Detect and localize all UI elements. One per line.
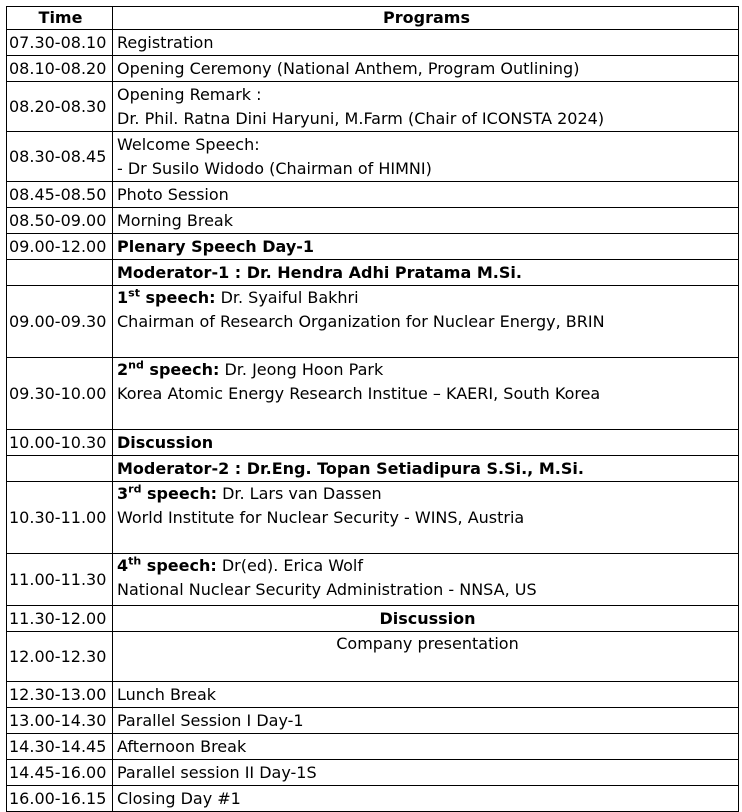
table-row (7, 56, 739, 82)
table-row (7, 456, 739, 482)
speech-line (117, 358, 738, 382)
time-cell: 11.30-12.00 (7, 606, 113, 632)
table-row (7, 708, 739, 734)
time-cell: 14.30-14.45 (7, 734, 113, 760)
table-row (7, 430, 739, 456)
time-cell: 12.00-12.30 (7, 632, 113, 682)
speaker-affiliation: Chairman of Research Organization for Nuclear Energy, BRIN (117, 312, 605, 331)
time-cell: 08.10-08.20 (7, 56, 113, 82)
table-row (7, 358, 739, 430)
speech-cell (113, 286, 739, 358)
speech-cell (113, 482, 739, 554)
time-cell: 08.45-08.50 (7, 182, 113, 208)
moderator-cell: Moderator-1 : Dr. Hendra Adhi Pratama M.Si. (113, 260, 739, 286)
time-cell: 14.45-16.00 (7, 760, 113, 786)
program-cell: Plenary Speech Day-1 (113, 234, 739, 260)
table-row (7, 632, 739, 682)
speech-line (117, 286, 738, 310)
table-row (7, 182, 739, 208)
table-row (7, 786, 739, 812)
time-cell: 08.20-08.30 (7, 82, 113, 132)
time-cell: 09.00-12.00 (7, 234, 113, 260)
speech-label: 2nd speech: (117, 358, 220, 379)
table-row (7, 482, 739, 554)
table-row (7, 760, 739, 786)
program-line: Dr. Phil. Ratna Dini Haryuni, M.Farm (Chair of ICONSTA 2024) (117, 108, 605, 128)
program-cell: Parallel Session I Day-1 (113, 708, 739, 734)
program-cell: Morning Break (113, 208, 739, 234)
speech-line (117, 554, 738, 578)
table-row (7, 554, 739, 606)
program-cell (113, 132, 739, 182)
program-cell: Parallel session II Day-1S (113, 760, 739, 786)
time-cell: 13.00-14.30 (7, 708, 113, 734)
table-row (7, 82, 739, 132)
table-row (7, 734, 739, 760)
speech-line (117, 482, 738, 506)
program-cell: Discussion (113, 430, 739, 456)
header-row (7, 7, 739, 30)
speech-cell (113, 358, 739, 430)
speaker-name: Dr(ed). Erica Wolf (216, 556, 363, 575)
table-row (7, 682, 739, 708)
program-cell: Opening Ceremony (National Anthem, Program Outlining) (113, 56, 739, 82)
table-row (7, 260, 739, 286)
program-cell: Registration (113, 30, 739, 56)
program-cell: Lunch Break (113, 682, 739, 708)
program-line: - Dr Susilo Widodo (Chairman of HIMNI) (117, 158, 432, 178)
time-cell: 07.30-08.10 (7, 30, 113, 56)
speech-cell (113, 554, 739, 606)
time-cell: 10.00-10.30 (7, 430, 113, 456)
speech-label: 1st speech: (117, 286, 216, 307)
speaker-affiliation: World Institute for Nuclear Security - WINS, Austria (117, 508, 525, 527)
program-cell (113, 82, 739, 132)
speaker-affiliation: Korea Atomic Energy Research Institue – KAERI, South Korea (117, 384, 601, 403)
table-row (7, 606, 739, 632)
program-cell: Discussion (113, 606, 739, 632)
speaker-name: Dr. Jeong Hoon Park (219, 360, 384, 379)
time-cell: 12.30-13.00 (7, 682, 113, 708)
speaker-name: Dr. Lars van Dassen (216, 484, 382, 503)
programs-header: Programs (113, 7, 739, 30)
time-cell (7, 260, 113, 286)
time-cell: 08.30-08.45 (7, 132, 113, 182)
table-row (7, 234, 739, 260)
speaker-name: Dr. Syaiful Bakhri (215, 288, 359, 307)
speech-label: 3rd speech: (117, 482, 217, 503)
speech-label: 4th speech: (117, 554, 217, 575)
schedule-table (6, 6, 739, 812)
moderator-cell: Moderator-2 : Dr.Eng. Topan Setiadipura S.Si., M.Si. (113, 456, 739, 482)
time-header: Time (7, 7, 113, 30)
time-cell: 09.30-10.00 (7, 358, 113, 430)
time-cell: 11.00-11.30 (7, 554, 113, 606)
time-cell: 10.30-11.00 (7, 482, 113, 554)
time-cell: 16.00-16.15 (7, 786, 113, 812)
table-row (7, 286, 739, 358)
program-cell: Photo Session (113, 182, 739, 208)
time-cell: 09.00-09.30 (7, 286, 113, 358)
speaker-affiliation: National Nuclear Security Administration - NNSA, US (117, 580, 537, 599)
program-cell: Afternoon Break (113, 734, 739, 760)
time-cell (7, 456, 113, 482)
table-row (7, 132, 739, 182)
program-line: Opening Remark : (117, 84, 262, 104)
program-cell: Closing Day #1 (113, 786, 739, 812)
table-row (7, 208, 739, 234)
time-cell: 08.50-09.00 (7, 208, 113, 234)
program-cell: Company presentation (113, 632, 739, 682)
table-row (7, 30, 739, 56)
program-line: Welcome Speech: (117, 134, 260, 154)
